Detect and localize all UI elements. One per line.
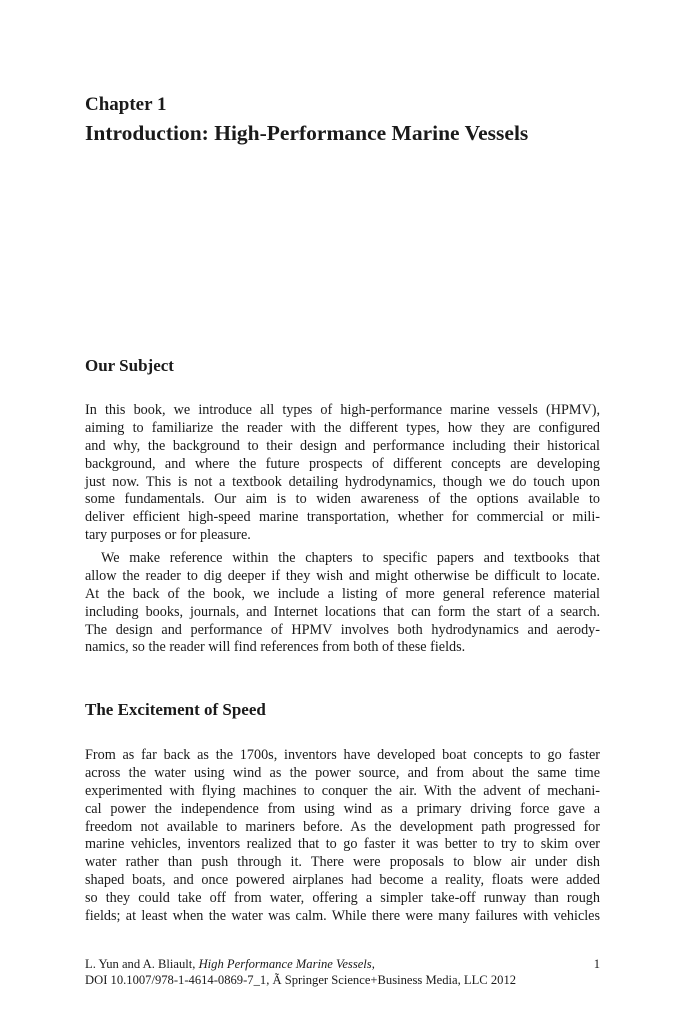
footer-doi: DOI 10.1007/978-1-4614-0869-7_1, Ã Springer Science+Business Media, LLC 2012 — [85, 973, 517, 987]
text-line: just now. This is not a textbook detailing hydrodynamics, though we do touch upon — [85, 473, 600, 490]
page-footer — [85, 956, 600, 988]
text-line: and why, the background to their design and performance including their historical — [85, 437, 600, 454]
text-line: namics, so the reader will find references from both of these fields. — [85, 639, 466, 656]
text-line: cal power the independence from using wind as a primary driving force gave a — [85, 800, 600, 817]
text-line: so they could take off from water, offering a simpler take-off runway than rough — [85, 890, 600, 907]
text-line: experimented with flying machines to conquer the air. With the advent of mechani- — [85, 782, 600, 799]
text-line: From as far back as the 1700s, inventors have developed boat concepts to go faster — [85, 747, 600, 763]
text-line: tary purposes or for pleasure. — [85, 527, 251, 544]
chapter-title: Introduction: High-Performance Marine Vessels — [85, 121, 529, 145]
citation-line — [85, 956, 600, 972]
section-heading-excitement-of-speed: The Excitement of Speed — [85, 700, 266, 719]
footer-book-title: High Performance Marine Vessels, — [198, 957, 375, 971]
text-line: freedom not available to mariners before. As the development path progressed for — [85, 818, 600, 835]
section-heading-our-subject: Our Subject — [85, 356, 174, 375]
text-line: some fundamentals. Our aim is to widen awareness of the options available to — [85, 491, 600, 508]
paragraph — [85, 402, 600, 545]
text-line: fields; at least when the water was calm. While there were many failures with vehicles — [85, 908, 600, 925]
page-number: 1 — [593, 957, 600, 971]
text-line: In this book, we introduce all types of high-performance marine vessels (HPMV), — [85, 402, 600, 418]
paragraph — [85, 747, 600, 926]
page — [85, 0, 600, 1036]
text-line: deliver efficient high-speed marine transportation, whether for commercial or mili- — [85, 509, 600, 526]
text-line: including books, journals, and Internet locations that can form the start of a search. — [85, 603, 600, 620]
chapter-label: Chapter 1 — [85, 94, 167, 115]
footer-authors: L. Yun and A. Bliault, — [85, 957, 196, 971]
text-line: shaped boats, and once powered airplanes had become a reality, floats were added — [85, 872, 600, 889]
text-line: water rather than push through it. There were proposals to blow air under dish — [85, 854, 600, 871]
text-line: At the back of the book, we include a listing of more general reference material — [85, 585, 600, 602]
text-line: background, and where the future prospects of different concepts are developing — [85, 455, 600, 472]
text-line: We make reference within the chapters to specific papers and textbooks that — [101, 550, 600, 566]
text-line: allow the reader to dig deeper if they wish and might otherwise be difficult to locate. — [85, 567, 600, 584]
text-line: aiming to familiarize the reader with the different types, how they are configured — [85, 419, 600, 436]
text-line: marine vehicles, inventors realized that to go faster it was better to try to skim over — [85, 836, 600, 853]
paragraph — [85, 550, 600, 657]
text-line: The design and performance of HPMV involves both hydrodynamics and aerody- — [85, 621, 600, 638]
text-line: across the water using wind as the power source, and from about the same time — [85, 764, 600, 781]
